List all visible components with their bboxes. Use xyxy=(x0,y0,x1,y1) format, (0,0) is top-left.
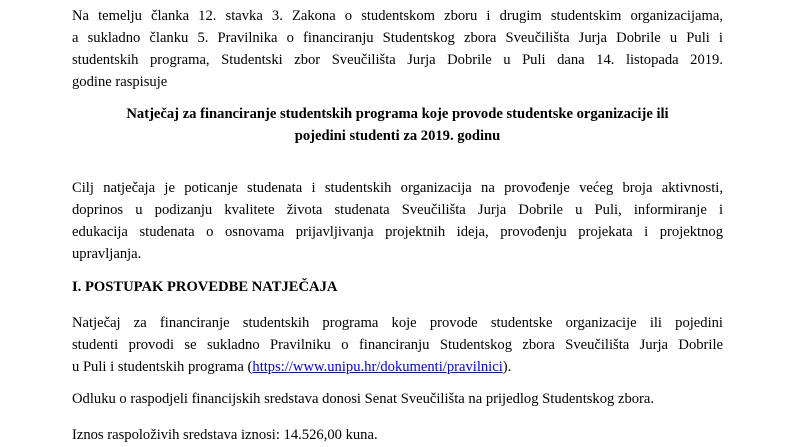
goal-paragraph-line: upravljanja. xyxy=(72,246,142,262)
intro-paragraph-line: studentskih programa, Studentski zbor Sveučilišta Jurja Dobrile u Puli dana 14. listopada 2019. xyxy=(72,52,723,68)
procedure-paragraph-line xyxy=(72,356,723,378)
procedure-paragraph-line: studenti provodi se sukladno Pravilniku o financiranju Studentskog zbora Sveučilišta Jurja Dobrile xyxy=(72,337,723,353)
pravilnici-link[interactable]: https://www.unipu.hr/dokumenti/pravilnici xyxy=(252,359,503,375)
decision-paragraph: Odluku o raspodjeli financijskih sredstava donosi Senat Sveučilišta na prijedlog Studentskog zbora. xyxy=(72,391,655,407)
intro-paragraph-line: godine raspisuje xyxy=(72,74,168,90)
procedure-paragraph xyxy=(72,312,723,378)
intro-paragraph-line: a sukladno članku 5. Pravilnika o financiranju Studentskog zbora Sveučilišta Jurja Dobrile u Puli i xyxy=(72,30,723,46)
document-title-line: Natječaj za financiranje studentskih programa koje provode studentske organizacije ili xyxy=(126,106,669,122)
procedure-paragraph-line: Natječaj za financiranje studentskih programa koje provode studentske organizacije ili pojedini xyxy=(72,315,723,331)
document-title xyxy=(72,103,723,147)
intro-paragraph-line: Na temelju članka 12. stavka 3. Zakona o studentskom zboru i drugim studentskim organizacijama, xyxy=(72,8,723,24)
section-heading: I. POSTUPAK PROVEDBE NATJEČAJA xyxy=(72,279,338,295)
intro-paragraph xyxy=(72,5,723,93)
procedure-link-prefix: u Puli i studentskih programa ( xyxy=(72,359,253,375)
goal-paragraph-line: doprinos u podizanju kvalitete života studenata Sveučilišta Jurja Dobrile u Puli, informiranje i xyxy=(72,202,723,218)
procedure-link-suffix: ). xyxy=(502,359,512,375)
document-title-line: pojedini studenti za 2019. godinu xyxy=(294,128,501,144)
funds-paragraph: Iznos raspoloživih sredstava iznosi: 14.526,00 kuna. xyxy=(72,427,378,443)
goal-paragraph-line: Cilj natječaja je poticanje studenata i studentskih organizacija na provođenje većeg broja aktivnosti, xyxy=(72,180,723,196)
goal-paragraph xyxy=(72,177,723,265)
goal-paragraph-line: edukacija studenata o osnovama prijavljivanja projektnih ideja, provođenju projekata i projektnog xyxy=(72,224,723,240)
